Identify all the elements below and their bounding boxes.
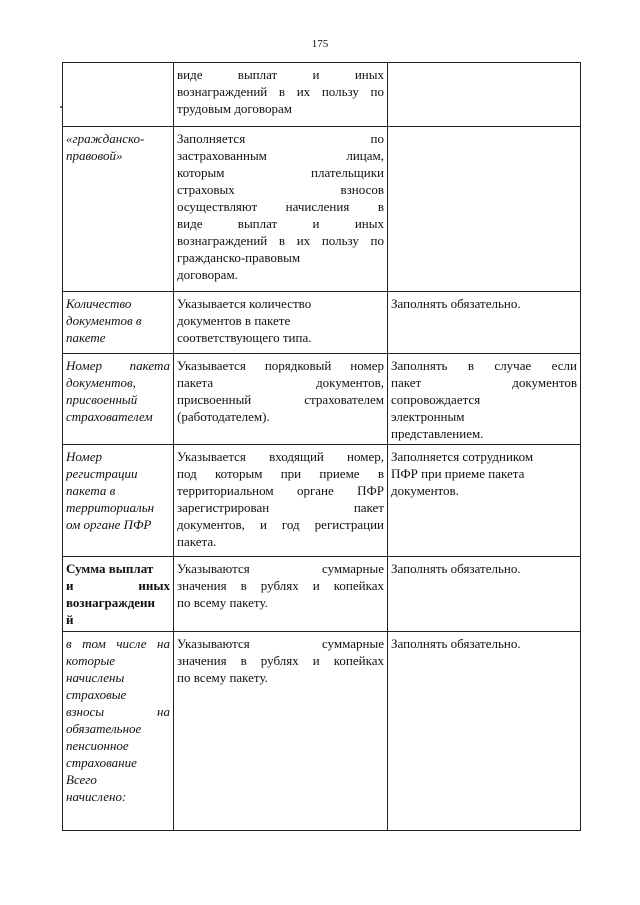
note-line: Заполнять обязательно. (391, 296, 521, 311)
table-row (63, 292, 581, 354)
note-cell (388, 632, 581, 831)
description-line: гражданско-правовым (177, 250, 301, 265)
field-line: которые (66, 653, 116, 668)
table-row (63, 632, 581, 831)
description-cell (174, 63, 388, 127)
description-line: значения в рублях и копейках (177, 578, 384, 593)
field-line: взносы на (66, 704, 170, 719)
field-line: Всего (66, 772, 97, 787)
field-cell (63, 63, 174, 127)
table-row (63, 445, 581, 557)
note-line: ПФР при приеме пакета (391, 466, 525, 481)
description-line: зарегистрирован пакет (177, 500, 384, 515)
description-line: (работодателем). (177, 409, 270, 424)
field-line: начислено: (66, 789, 127, 804)
field-line: ом органе ПФР (66, 517, 152, 532)
description-line: по всему пакету. (177, 670, 268, 685)
description-line: трудовым договорам (177, 101, 292, 116)
description-line: осуществляют начисления в (177, 199, 384, 214)
description-cell (174, 354, 388, 445)
table-row (63, 127, 581, 292)
field-line: й (66, 612, 74, 627)
field-line: Номер пакета (66, 358, 170, 373)
description-line: пакета документов, (177, 375, 384, 390)
field-line: начислены (66, 670, 125, 685)
field-line: Количество (66, 296, 132, 311)
field-line: и иных (66, 578, 170, 593)
description-line: по всему пакету. (177, 595, 268, 610)
field-line: Номер (66, 449, 102, 464)
description-line: Указываются суммарные (177, 636, 384, 651)
description-cell (174, 445, 388, 557)
table-row (63, 354, 581, 445)
field-line: вознаграждени (66, 595, 156, 610)
description-line: Заполняется по (177, 131, 384, 146)
field-line: Сумма выплат (66, 561, 154, 576)
description-line: соответствующего типа. (177, 330, 312, 345)
note-line: Заполнять в случае если (391, 358, 577, 373)
description-line: Указывается входящий номер, (177, 449, 384, 464)
field-line: в том числе на (66, 636, 170, 651)
description-line: договорам. (177, 267, 238, 282)
description-line: территориальном органе ПФР (177, 483, 384, 498)
description-line: документов в пакете (177, 313, 291, 328)
description-cell (174, 292, 388, 354)
field-line: регистрации (66, 466, 138, 481)
field-line: пенсионное (66, 738, 129, 753)
note-line: Заполнять обязательно. (391, 636, 521, 651)
note-line: представлением. (391, 426, 484, 441)
note-cell (388, 354, 581, 445)
description-line: страховых взносов (177, 182, 384, 197)
description-line: присвоенный страхователем (177, 392, 384, 407)
description-line: которым плательщики (177, 165, 384, 180)
field-line: присвоенный (66, 392, 138, 407)
field-line: страхование (66, 755, 137, 770)
description-cell (174, 557, 388, 632)
field-line: «гражданско- (66, 131, 145, 146)
description-line: виде выплат и иных (177, 216, 384, 231)
field-line: пакете (66, 330, 106, 345)
note-line: Заполняется сотрудником (391, 449, 534, 464)
description-line: застрахованным лицам, (177, 148, 384, 163)
note-cell (388, 557, 581, 632)
field-line: пакета в (66, 483, 116, 498)
field-cell (63, 632, 174, 831)
field-cell (63, 557, 174, 632)
description-cell (174, 127, 388, 292)
description-line: значения в рублях и копейках (177, 653, 384, 668)
field-line: территориальн (66, 500, 155, 515)
field-cell (63, 127, 174, 292)
note-line: Заполнять обязательно. (391, 561, 521, 576)
field-line: страхователем (66, 409, 153, 424)
page-number: 175 (311, 38, 329, 50)
note-line: пакет документов (391, 375, 577, 390)
description-line: пакета. (177, 534, 217, 549)
field-line: документов в (66, 313, 142, 328)
description-line: виде выплат и иных (177, 67, 384, 82)
note-line: сопровождается (391, 392, 481, 407)
document-table (62, 62, 581, 831)
table-row (63, 63, 581, 127)
note-cell (388, 445, 581, 557)
field-cell (63, 445, 174, 557)
description-line: вознаграждений в их пользу по (177, 233, 384, 248)
note-cell (388, 63, 581, 127)
description-line: вознаграждений в их пользу по (177, 84, 384, 99)
field-line: правовой» (66, 148, 123, 163)
description-line: под которым при приеме в (177, 466, 384, 481)
note-cell (388, 127, 581, 292)
field-cell (63, 354, 174, 445)
field-line: страховые (66, 687, 127, 702)
note-line: документов. (391, 483, 459, 498)
note-line: электронным (391, 409, 465, 424)
description-line: документов, и год регистрации (177, 517, 384, 532)
table-row (63, 557, 581, 632)
field-line: обязательное (66, 721, 142, 736)
description-line: Указывается количество (177, 296, 312, 311)
description-cell (174, 632, 388, 831)
description-line: Указывается порядковый номер (177, 358, 384, 373)
description-line: Указываются суммарные (177, 561, 384, 576)
field-cell (63, 292, 174, 354)
field-line: документов, (66, 375, 136, 390)
note-cell (388, 292, 581, 354)
